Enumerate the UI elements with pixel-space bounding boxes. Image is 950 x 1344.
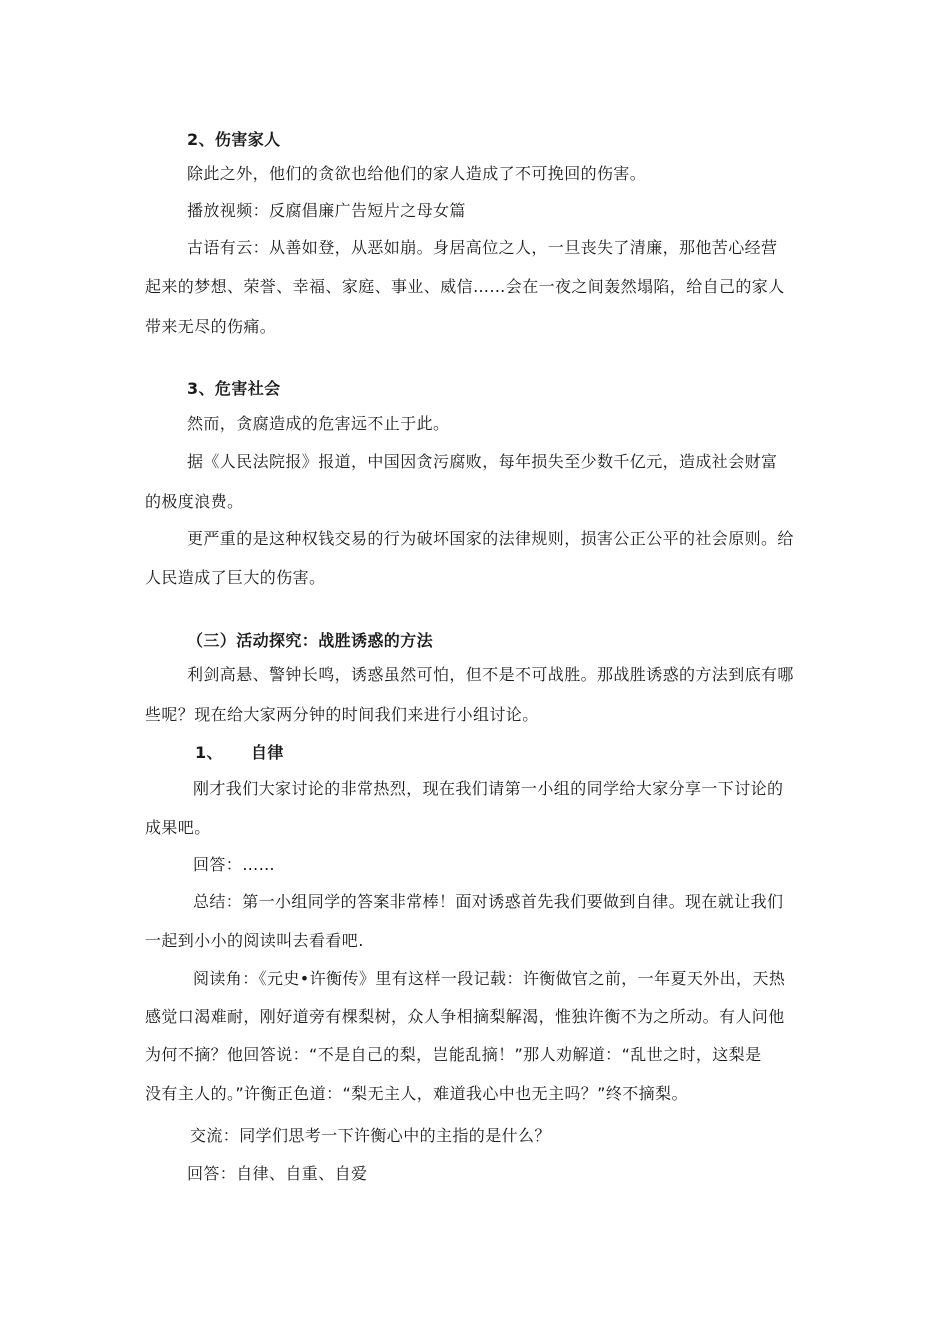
paragraph-line: 古语有云：从善如登，从恶如崩。身居高位之人，一旦丧失了清廉，那他苦心经营 <box>187 238 778 257</box>
paragraph-line: 据《人民法院报》报道，中国因贪污腐败，每年损失至少数千亿元，造成社会财富 <box>187 452 778 471</box>
paragraph-line: 带来无尽的伤痛。 <box>145 317 277 336</box>
paragraph-line: 总结：第一小组同学的答案非常棒！面对诱惑首先我们要做到自律。现在就让我们 <box>193 892 784 911</box>
paragraph: 然而，贪腐造成的危害远不止于此。 <box>187 414 450 433</box>
part-heading-activity: （三）活动探究：战胜诱惑的方法 <box>187 631 434 650</box>
paragraph-line: 些呢？现在给大家两分钟的时间我们来进行小组讨论。 <box>145 705 539 724</box>
paragraph-line: 没有主人的。”许衡正色道：“梨无主人，难道我心中也无主吗？”终不摘梨。 <box>145 1084 688 1103</box>
discussion-question: 交流：同学们思考一下许衡心中的主指的是什么？ <box>190 1126 551 1145</box>
paragraph-line: 起来的梦想、荣誉、幸福、家庭、事业、威信……会在一夜之间轰然塌陷，给自己的家人 <box>145 277 785 296</box>
paragraph-line: 阅读角：《元史•许衡传》里有这样一段记载：许衡做官之前，一年夏天外出，天热 <box>193 969 786 988</box>
section-heading-harm-family: 2、伤害家人 <box>187 130 281 149</box>
section-heading-harm-society: 3、危害社会 <box>187 379 281 398</box>
paragraph: 除此之外，他们的贪欲也给他们的家人造成了不可挽回的伤害。 <box>187 164 647 183</box>
paragraph-line: 成果吧。 <box>145 818 211 837</box>
paragraph-line: 刚才我们大家讨论的非常热烈，现在我们请第一小组的同学给大家分享一下讨论的 <box>193 779 784 798</box>
paragraph-line: 一起到小小的阅读叫去看看吧. <box>145 931 364 950</box>
paragraph-line: 利剑高悬、警钟长鸣，诱惑虽然可怕，但不是不可战胜。那战胜诱惑的方法到底有哪 <box>187 665 794 684</box>
paragraph-line: 的极度浪费。 <box>145 492 244 511</box>
paragraph-line: 人民造成了巨大的伤害。 <box>145 568 326 587</box>
list-number: 1、 <box>195 743 223 762</box>
list-item-title-self-discipline: 自律 <box>251 743 284 762</box>
paragraph-line: 更严重的是这种权钱交易的行为破坏国家的法律规则，损害公正公平的社会原则。给 <box>187 529 794 548</box>
paragraph-line: 感觉口渴难耐，刚好道旁有棵梨树，众人争相摘梨解渴，惟独许衡不为之所动。有人问他 <box>145 1007 785 1026</box>
paragraph: 播放视频：反腐倡廉广告短片之母女篇 <box>187 201 466 220</box>
answer-text: 回答：…… <box>193 855 276 874</box>
paragraph-line: 为何不摘？他回答说：“不是自己的梨，岂能乱摘！”那人劝解道：“乱世之时，这梨是 <box>145 1045 762 1064</box>
answer-text: 回答：自律、自重、自爱 <box>187 1164 368 1183</box>
